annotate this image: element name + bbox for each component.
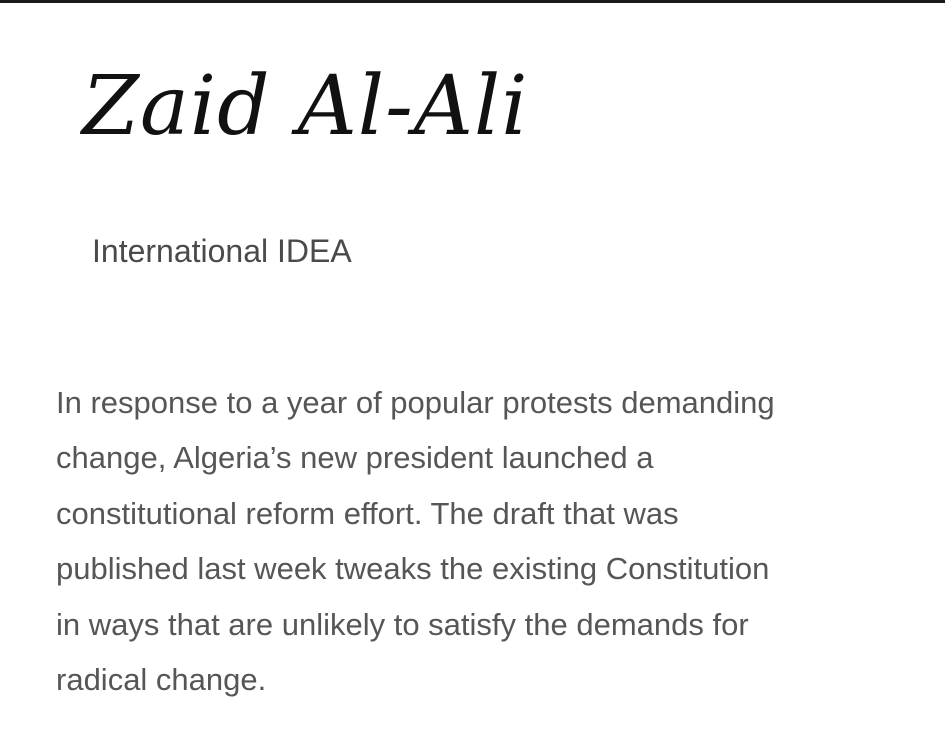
article-summary — [56, 375, 896, 707]
summary-line: radical change. — [56, 662, 267, 698]
summary-line: constitutional reform effort. The draft that was — [56, 495, 679, 531]
author-affiliation: International IDEA — [92, 233, 352, 269]
summary-line: published last week tweaks the existing Constitution — [56, 551, 770, 587]
author-name: Zaid Al-Ali — [82, 59, 529, 154]
summary-line: In response to a year of popular protests demanding — [56, 385, 775, 420]
summary-line: in ways that are unlikely to satisfy the demands for — [56, 606, 749, 642]
top-divider — [0, 0, 945, 3]
summary-line: change, Algeria’s new president launched a — [56, 440, 654, 476]
